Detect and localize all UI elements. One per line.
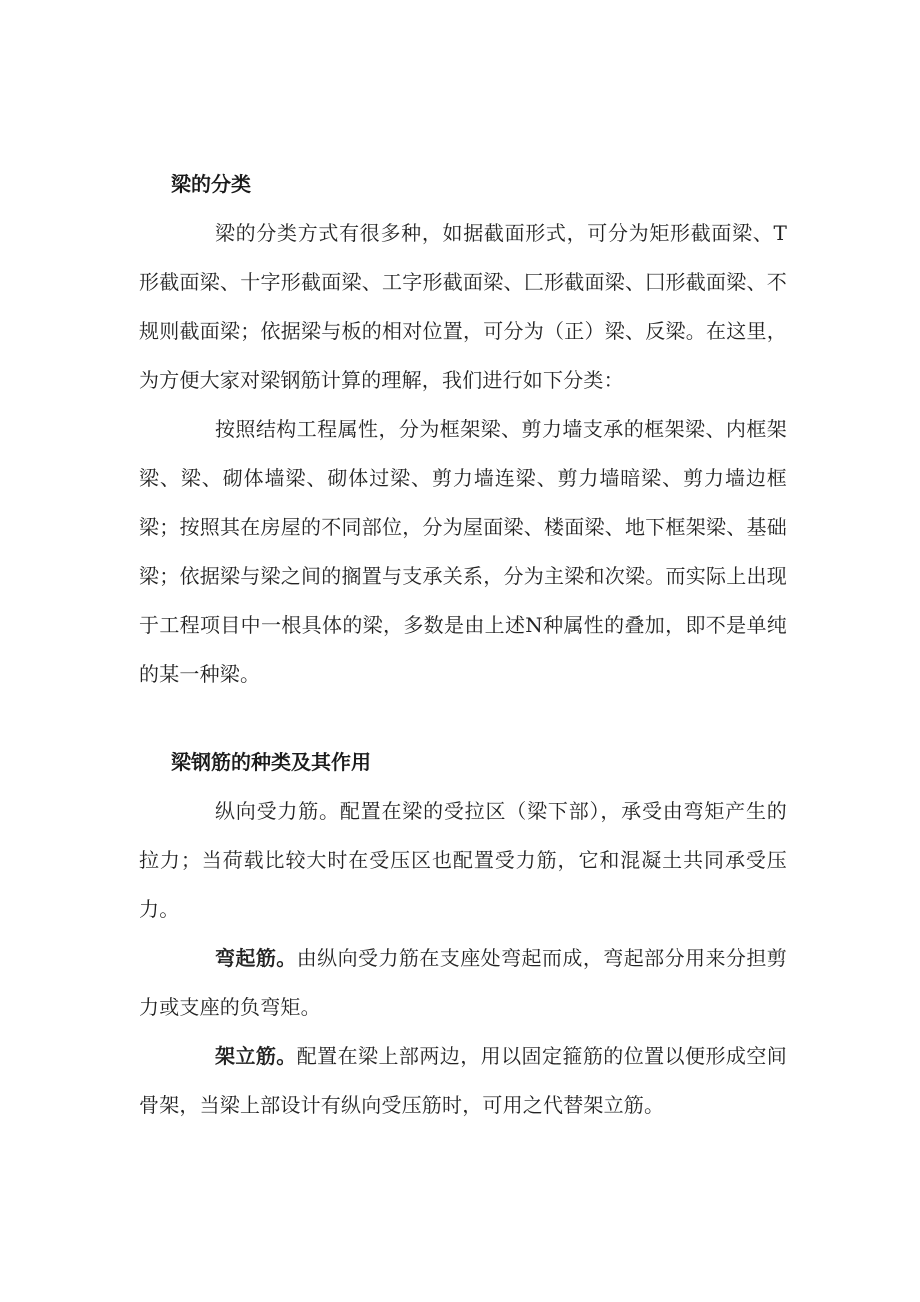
section-heading-beam-classification: 梁的分类 — [171, 172, 251, 196]
term-bent-rebar: 弯起筋。 — [215, 946, 297, 970]
paragraph-bent-rebar — [139, 934, 787, 1032]
term-erection-rebar: 架立筋。 — [215, 1044, 297, 1068]
paragraph-longitudinal-rebar: 纵向受力筋。配置在梁的受拉区（梁下部），承受由弯矩产生的拉力；当荷载比较大时在受压区也配置受力筋，它和混凝土共同承受压力。 — [139, 799, 787, 921]
section-heading-rebar-types: 梁钢筋的种类及其作用 — [171, 750, 371, 774]
paragraph-erection-rebar — [139, 1032, 787, 1130]
paragraph-classification-methods: 梁的分类方式有很多种，如据截面形式，可分为矩形截面梁、T形截面梁、十字形截面梁、工字形截面梁、匚形截面梁、囗形截面梁、不规则截面梁；依据梁与板的相对位置，可分为（正）梁、反梁。在这里，为方便大家对梁钢筋计算的理解，我们进行如下分类： — [139, 221, 787, 392]
text-bent-rebar: 由纵向受力筋在支座处弯起而成，弯起部分用来分担剪力或支座的负弯矩。 — [139, 946, 787, 1019]
paragraph-classification-by-property: 按照结构工程属性，分为框架梁、剪力墙支承的框架梁、内框架梁、梁、砌体墙梁、砌体过梁、剪力墙连梁、剪力墙暗梁、剪力墙边框梁；按照其在房屋的不同部位，分为屋面梁、楼面梁、地下框架梁、基础梁；依据梁与梁之间的搁置与支承关系，分为主梁和次梁。而实际上出现于工程项目中一根具体的梁，多数是由上述N种属性的叠加，即不是单纯的某一种梁。 — [139, 417, 787, 686]
text-erection-rebar: 配置在梁上部两边，用以固定箍筋的位置以便形成空间骨架，当梁上部设计有纵向受压筋时，可用之代替架立筋。 — [139, 1044, 787, 1117]
